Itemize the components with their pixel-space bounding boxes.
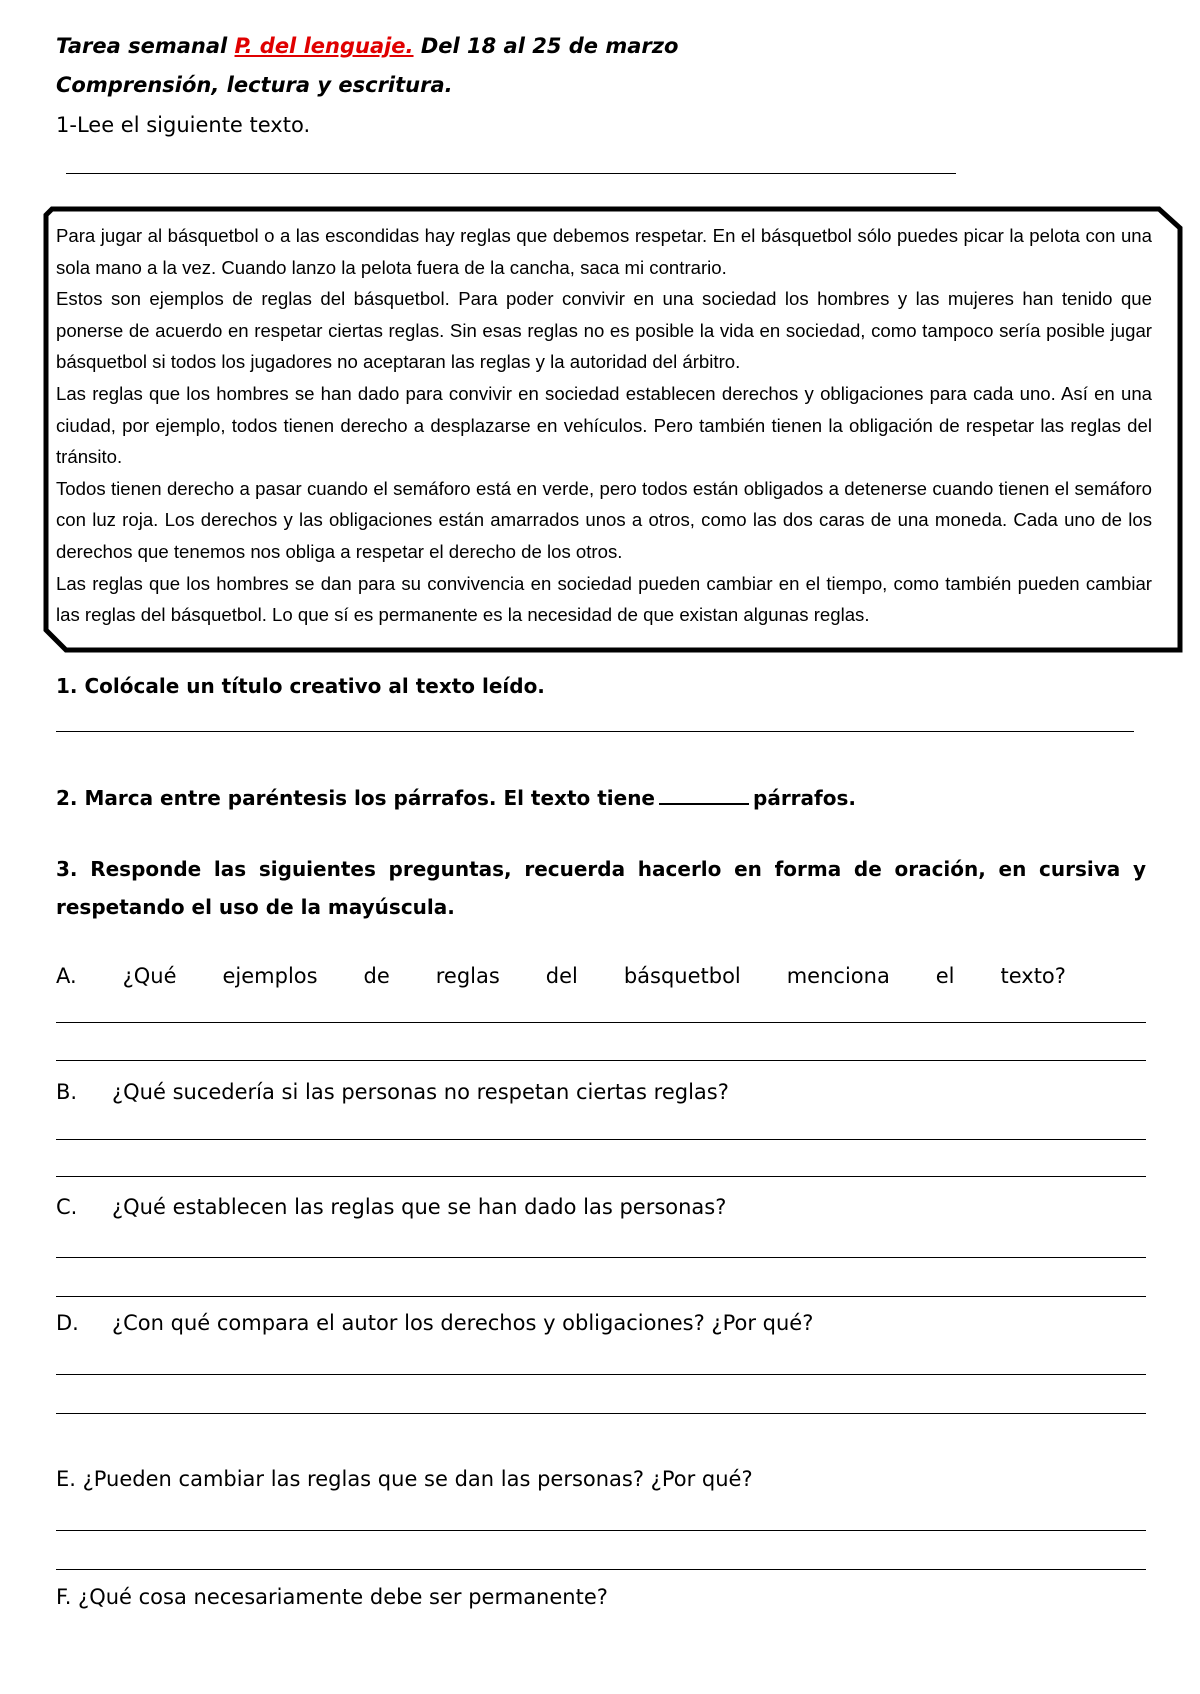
answer-line[interactable] <box>56 1139 1146 1140</box>
date-range: Del 18 al 25 de marzo <box>420 34 679 58</box>
answer-line[interactable] <box>56 1022 1146 1023</box>
question-word: ¿Qué <box>122 964 177 988</box>
question-2-suffix: párrafos. <box>753 786 856 810</box>
answer-line[interactable] <box>56 1530 1146 1531</box>
answer-line[interactable] <box>56 1060 1146 1061</box>
passage-paragraph: Las reglas que los hombres se han dado para convivir en sociedad establecen derechos y obligaciones para cada uno. Así en una ciudad, por ejemplo, todos tienen derecho a desplazarse en vehículos. Pero también tienen la obligación de respetar las reglas del tránsito. <box>56 382 1152 468</box>
passage-paragraph: Estos son ejemplos de reglas del básquetbol. Para poder convivir en una sociedad los hombres y las mujeres han tenido que ponerse de acuerdo en respetar ciertas reglas. Sin esas reglas no es posible la vida en sociedad, como tampoco sería posible jugar básquetbol si todos los jugadores no aceptaran las reglas y la autoridad del árbitro. <box>56 288 1152 373</box>
question-text: ¿Qué establecen las reglas que se han dado las personas? <box>112 1195 727 1219</box>
paragraph-count-blank[interactable] <box>659 781 749 805</box>
question-word: básquetbol <box>623 964 741 988</box>
question-text: ¿Qué sucedería si las personas no respetan ciertas reglas? <box>112 1080 729 1104</box>
passage-text <box>56 220 1152 631</box>
question-letter: B. <box>56 1080 78 1104</box>
question-e: E. ¿Pueden cambiar las reglas que se dan las personas? ¿Por qué? <box>56 1467 753 1491</box>
instruction: 1-Lee el siguiente texto. <box>56 113 311 137</box>
passage-paragraph: Las reglas que los hombres se dan para su convivencia en sociedad pueden cambiar en el tiempo, como también pueden cambiar las reglas del básquetbol. Lo que sí es permanente es la necesidad de que existan algunas reglas. <box>56 572 1152 626</box>
question-2 <box>56 779 856 817</box>
answer-line[interactable] <box>56 1257 1146 1258</box>
question-word: menciona <box>786 964 890 988</box>
answer-line[interactable] <box>56 1176 1146 1177</box>
question-b <box>56 1078 729 1106</box>
question-c <box>56 1193 726 1221</box>
question-2-text: 2. Marca entre paréntesis los párrafos. El texto tiene <box>56 786 655 810</box>
question-d <box>56 1309 813 1337</box>
question-text: ¿Con qué compara el autor los derechos y obligaciones? ¿Por qué? <box>112 1311 814 1335</box>
question-word: de <box>363 964 390 988</box>
question-a <box>56 962 1066 990</box>
subject-name: P. del lenguaje. <box>234 34 414 58</box>
subtitle: Comprensión, lectura y escritura. <box>56 73 453 97</box>
question-1: 1. Colócale un título creativo al texto leído. <box>56 674 545 698</box>
question-letter: D. <box>56 1311 79 1335</box>
question-word: texto? <box>1000 964 1066 988</box>
answer-line[interactable] <box>56 1374 1146 1375</box>
passage-paragraph: Para jugar al básquetbol o a las escondidas hay reglas que debemos respetar. En el básquetbol sólo puedes picar la pelota con una sola mano a la vez. Cuando lanzo la pelota fuera de la cancha, saca mi contrario. <box>56 225 1152 278</box>
question-word: ejemplos <box>222 964 318 988</box>
answer-line[interactable] <box>56 731 1134 732</box>
question-f: F. ¿Qué cosa necesariamente debe ser permanente? <box>56 1585 608 1609</box>
question-word: del <box>545 964 578 988</box>
question-letter: A. <box>56 964 77 988</box>
question-word: el <box>935 964 955 988</box>
answer-line[interactable] <box>56 1413 1146 1414</box>
question-word: reglas <box>435 964 500 988</box>
passage-paragraph: Todos tienen derecho a pasar cuando el semáforo está en verde, pero todos están obligados a detenerse cuando tienen el semáforo con luz roja. Los derechos y las obligaciones están amarrados unos a otros, como las dos caras de una moneda. Cada uno de los derechos que tenemos nos obliga a respetar el derecho de los otros. <box>56 477 1152 562</box>
title-prefix: Tarea semanal <box>56 34 228 58</box>
question-letter: C. <box>56 1195 78 1219</box>
answer-line[interactable] <box>56 1569 1146 1570</box>
answer-line[interactable] <box>56 1296 1146 1297</box>
question-3: 3. Responde las siguientes preguntas, recuerda hacerlo en forma de oración, en cursiva y respetando el uso de la mayúscula. <box>56 857 1146 919</box>
